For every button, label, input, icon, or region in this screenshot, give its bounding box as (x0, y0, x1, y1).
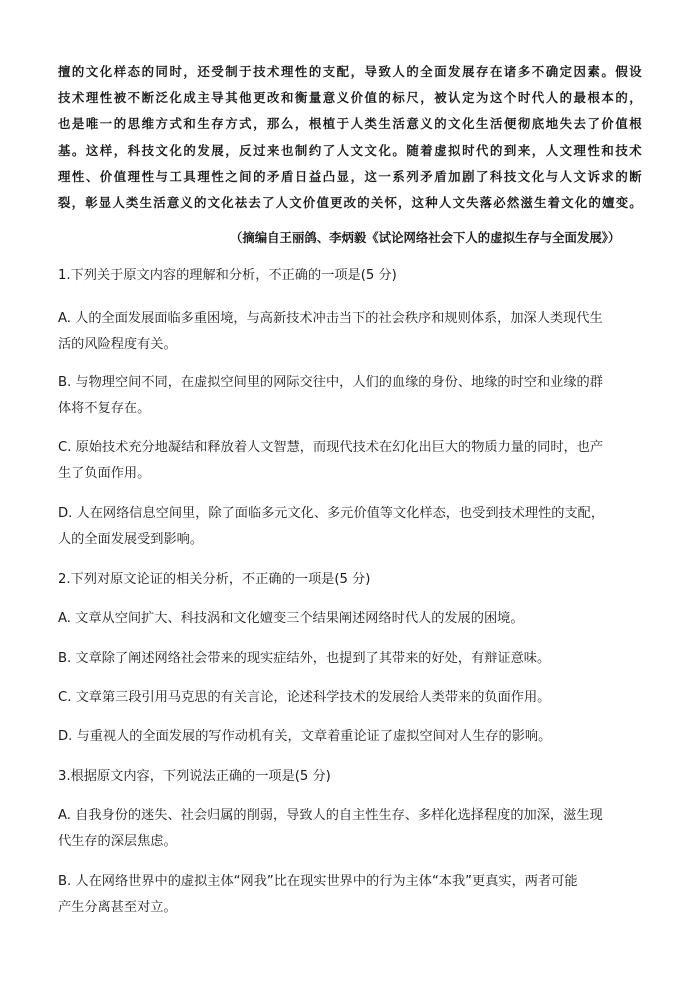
question-1-option-b (58, 370, 642, 422)
question-1-option-d (58, 501, 642, 553)
question-2-option-d (58, 724, 642, 750)
passage-line: 擅的文化样态的同时，还受制于技术理性的支配，导致人的全面发展存在诸多不确定因素。假设 (58, 64, 642, 79)
question-2-option-c (58, 685, 642, 711)
passage-line: 也是唯一的思维方式和生存方式，那么，根植于人类生活意义的文化生活便彻底地失去了价值根 (58, 116, 642, 132)
question-2-option-b (58, 646, 642, 672)
passage-source: （摘编自王丽鸽、李炳毅《试论网络社会下人的虚拟生存与全面发展》） (230, 230, 621, 245)
option-line: 人的全面发展受到影响。 (58, 532, 204, 547)
option-line: A. 文章从空间扩大、科技涡和文化嬗变三个结果阐述网络时代人的发展的困境。 (58, 611, 524, 626)
option-line: 体将不复存在。 (58, 401, 151, 416)
option-line: 产生分离甚至对立。 (58, 900, 177, 915)
option-line: B. 人在网络世界中的虚拟主体“网我”比在现实世界中的行为主体“本我”更真实，两者可能 (58, 874, 578, 889)
question-3-option-b (58, 869, 642, 921)
option-line: B. 与物理空间不同，在虚拟空间里的网际交往中，人们的血缘的身份、地缘的时空和业缘的群 (58, 375, 603, 390)
question-2-stem: 2.下列对原文论证的相关分析，不正确的一项是(5 分) (58, 572, 371, 587)
question-3-option-a (58, 803, 642, 855)
passage-line: 理性、价值理性与工具理性之间的矛盾日益凸显，这一系列矛盾加剧了科技文化与人文诉求的断 (58, 168, 642, 184)
option-line: 活的风险程度有关。 (58, 337, 177, 352)
passage-line: 基。这样，科技文化的发展，反过来也制约了人文文化。随着虚拟时代的到来，人文理性和技术 (58, 142, 642, 158)
option-line: D. 与重视人的全面发展的写作动机有关，文章着重论证了虚拟空间对人生存的影响。 (58, 729, 552, 744)
option-line: A. 人的全面发展面临多重困境，与高新技术冲击当下的社会秩序和规则体系，加深人类现代生 (58, 311, 603, 326)
passage-text (58, 59, 642, 216)
option-line: 代生存的深层焦虑。 (58, 834, 177, 849)
question-3-stem: 3.根据原文内容，下列说法正确的一项是(5 分) (58, 769, 331, 784)
question-1-stem: 1.下列关于原文内容的理解和分析，不正确的一项是(5 分) (58, 268, 397, 283)
option-line: D. 人在网络信息空间里，除了面临多元文化、多元价值等文化样态，也受到技术理性的支配， (58, 506, 605, 521)
passage-line: 裂，彰显人类生活意义的文化祛去了人文价值更改的关怀，这种人文失落必然滋生着文化的嬗变。 (58, 195, 642, 211)
option-line: C. 文章第三段引用马克思的有关言论，论述科学技术的发展给人类带来的负面作用。 (58, 690, 551, 705)
question-1-option-c (58, 435, 642, 487)
option-line: 生了负面作用。 (58, 466, 151, 481)
option-line: B. 文章除了阐述网络社会带来的现实症结外，也提到了其带来的好处，有辩证意味。 (58, 651, 551, 666)
passage-line: 技术理性被不断泛化成主导其他更改和衡量意义价值的标尺，被认定为这个时代人的最根本的， (58, 90, 642, 106)
option-line: C. 原始技术充分地凝结和释放着人文智慧，而现代技术在幻化出巨大的物质力量的同时，也产 (58, 440, 604, 455)
question-2-option-a (58, 606, 642, 632)
option-line: A. 自我身份的迷失、社会归属的削弱，导致人的自主性生存、多样化选择程度的加深，滋生现 (58, 808, 603, 823)
question-1-option-a (58, 306, 642, 358)
